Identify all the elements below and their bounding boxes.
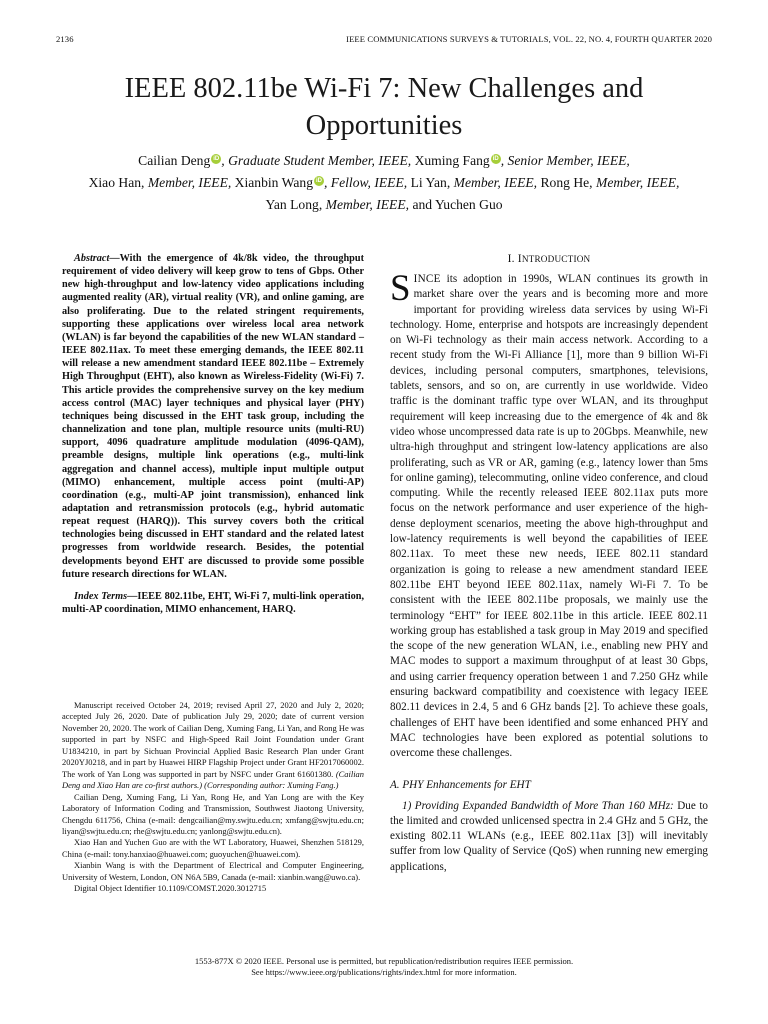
author-name: Cailian Deng <box>138 153 211 168</box>
drop-cap: S <box>390 268 411 309</box>
author-name: Xuming Fang <box>411 153 490 168</box>
footnote-affiliation-2: Xiao Han and Yuchen Guo are with the WT Laboratory, Huawei, Shenzhen 518129, China (e-mail: tony.hanxiao@huawei.com; guoyuchen@huawei.com). <box>62 837 364 859</box>
index-terms-text: —IEEE 802.11be, EHT, Wi-Fi 7, multi-link operation, multi-AP coordination, MIMO enhancement, HARQ. <box>62 590 365 616</box>
subsubsection-text: Due to the limited and crowded unlicensed spectra in 2.4 GHz and 5 GHz, the existing 802.11 WLANs (e.g., IEEE 802.11ax [3]) will inevitably suffer from low Quality of Service (QoS) when running new emerging applications, <box>390 799 709 873</box>
subsubsection-paragraph <box>390 799 708 875</box>
footnotes <box>62 700 364 895</box>
index-terms <box>62 590 364 616</box>
orcid-icon[interactable]: iD <box>213 156 220 162</box>
author-list <box>56 150 712 216</box>
author-name: Rong He, <box>537 175 593 190</box>
author-affiliation-title: Member, IEEE, <box>450 175 538 190</box>
author-affiliation-title: Member, IEEE, <box>592 175 680 190</box>
index-terms-label: Index Terms <box>74 590 128 602</box>
author-name: Li Yan, <box>407 175 451 190</box>
author-affiliation-title: , Senior Member, IEEE, <box>500 153 630 168</box>
author-name: Yan Long, <box>265 197 323 212</box>
journal-name: IEEE COMMUNICATIONS SURVEYS & TUTORIALS, VOL. 22, NO. 4, FOURTH QUARTER 2020 <box>346 34 712 44</box>
right-column <box>390 252 708 875</box>
abstract <box>62 252 364 581</box>
doi[interactable]: Digital Object Identifier 10.1109/COMST.2020.3012715 <box>74 883 267 894</box>
abstract-text: —With the emergence of 4k/8k video, the throughput requirement of video delivery will keep grow to tens of Gbps. Other new high-throughput and low-latency video applications including augmented reality (AR), virtual reality (VR), and online gaming, are also proliferating. Due to the related stringent requirements, supporting these applications over wireless local area network (WLAN) is far beyond the capabilities of the new WLAN standard – IEEE 802.11ax. To meet these emerging demands, the IEEE 802.11 will release a new amendment standard IEEE 802.11be – Extremely High Throughput (EHT), also known as Wireless-Fidelity (Wi-Fi) 7. This article provides the comprehensive survey on the key medium access control (MAC) layer techniques and physical layer (PHY) techniques being discussed in the EHT task group, including the channelization and tone plan, multiple resource units (multi-RU) support, 4096 quadrature amplitude modulation (4096-QAM), preamble designs, multiple link operations (e.g., multi-link aggregation and channel access), multiple input multiple output (MIMO) enhancement, multiple access point (multi-AP) coordination (e.g., multi-AP joint transmission), enhanced link adaptation and retransmission protocols (e.g., hybrid automatic repeat request (HARQ)). This survey covers both the critical technologies being discussed in EHT standard and the related latest progresses from worldwide research. Besides, the potential developments beyond EHT are discussed to provide some possible future research directions for WLAN. <box>62 253 364 580</box>
footnote-affiliation-1: Cailian Deng, Xuming Fang, Li Yan, Rong He, and Yan Long are with the Key Laboratory of Information Coding and Transmission, Southwest Jiaotong University, Chengdu 611756, China (e-mail: dengcailian@my.swjtu.edu.cn; xmfang@swjtu.edu.cn; liyan@swjtu.edu.cn; rhe@swjtu.edu.cn; yanlong@swjtu.edu.cn). <box>62 791 364 836</box>
intro-text: its adoption in 1990s, WLAN continues its growth in market share over the years and is becoming more and more important for providing wireless data services by using Wi-Fi technology. Home, enterprise and hotspots are increasingly dependent on Wi-Fi technology as their main access network. According to a recent study from the Wi-Fi Alliance [1], more than 9 billion Wi-Fi devices, including personal computers, smartphones, televisions, tablets, sensors, and so on, are currently in use worldwide. Video traffic is the dominant traffic type over WLAN, and its throughput requirement will keep increasing due to the emergence of 4k and 8k video whose uncompressed data rate is up to 20Gbps. Meanwhile, new ultra-high throughput and stringent low-latency applications are also proliferating, such as VR or AR, gaming (e.g., latency lower than 5ms for online gaming), telecommuting, online video conference, and cloud computing. While the recently released IEEE 802.11ax puts more focus on the network performance and user experience of the high-dense deployment scenarios, meeting the above high-throughput and low-latency requirements is well beyond the capabilities of IEEE 802.11ax. To meet these new needs, IEEE 802.11 standard organization is going to release a new amendment standard IEEE 802.11be EHT beyond IEEE 802.11ax, namely Wi-Fi 7. To be consistent with the IEEE 802.11be proposals, we mainly use the terminology “EHT” for IEEE 802.11be in this article. IEEE 802.11 working group has established a task group in May 2019 and specified the scope of the new generation WLAN, i.e., enabling new PHY and MAC modes to support a maximum throughput of at least 30 Gbps, and using carrier frequency operation between 1 and 7.250 GHz while ensuring backward compatibility and coexistence with legacy IEEE 802.11 devices in 2.4, 5 and 6 GHz bands [2]. To achieve these goals, challenges of EHT have been identified and some enhanced PHY and MAC technologies have been explored as potential solutions to overcome these challenges. <box>390 273 708 760</box>
title-line-1: IEEE 802.11be Wi-Fi 7: New Challenges and <box>124 73 644 104</box>
author-affiliation-title: , Fellow, IEEE, <box>324 175 408 190</box>
intro-paragraph <box>390 268 708 762</box>
author-name: Xianbin Wang <box>231 175 313 190</box>
copyright-line-2[interactable]: See https://www.ieee.org/publications/rights/index.html for more information. <box>251 967 517 977</box>
author-affiliation-title: Member, IEEE, <box>144 175 232 190</box>
subsubsection-title: 1) Providing Expanded Bandwidth of More Than 160 MHz: <box>402 799 674 812</box>
author-name: Xiao Han, <box>88 175 145 190</box>
orcid-icon[interactable]: iD <box>316 178 322 184</box>
author-name: and Yuchen Guo <box>409 197 503 212</box>
running-header <box>56 34 712 48</box>
section-title: NTRODUCTION <box>521 254 591 264</box>
page-number: 2136 <box>56 34 74 44</box>
first-word: INCE <box>413 273 441 285</box>
abstract-label: Abstract <box>74 253 110 264</box>
footnote-text: Manuscript received October 24, 2019; revised April 27, 2020 and July 2, 2020; accepted July 26, 2020. Date of publication July 29, 2020; date of current version November 20, 2020. The work of Cailian Deng, Xuming Fang, Li Yan, and Rong He was supported in part by NSFC and High-Speed Rail Joint Foundation under Grant U1834210, in part by Sichuan Provincial Applied Basic Research Plan under Grant 2020YJ0218, and in part by Huawei HIRP Flagship Project under Grant HF2017060002. The work of Yan Long was supported in part by NSFC under Grant 61601380. <box>62 700 364 779</box>
copyright-notice <box>60 956 708 978</box>
footnote-italic: (Cailian Deng and Xiao Han are co-first authors.) (Corresponding author: Xuming Fang.) <box>62 768 364 791</box>
left-column <box>62 252 364 616</box>
orcid-icon[interactable]: iD <box>492 156 499 162</box>
subsection-heading: A. PHY Enhancements for EHT <box>390 778 531 791</box>
copyright-line-1: 1553-877X © 2020 IEEE. Personal use is permitted, but republication/redistribution requires IEEE permission. <box>194 956 574 966</box>
author-affiliation-title: , Graduate Student Member, IEEE, <box>221 153 412 168</box>
section-number: I. I <box>507 253 522 265</box>
paper-title <box>60 70 708 144</box>
title-line-2: Opportunities <box>305 110 463 141</box>
footnote-affiliation-3: Xianbin Wang is with the Department of Electrical and Computer Engineering, University of Western, London, ON N6A 5B9, Canada (e-mail: xianbin.wang@uwo.ca). <box>62 860 364 882</box>
author-affiliation-title: Member, IEEE, <box>322 197 410 212</box>
section-heading-introduction <box>390 252 708 266</box>
footnote-manuscript <box>62 700 364 792</box>
